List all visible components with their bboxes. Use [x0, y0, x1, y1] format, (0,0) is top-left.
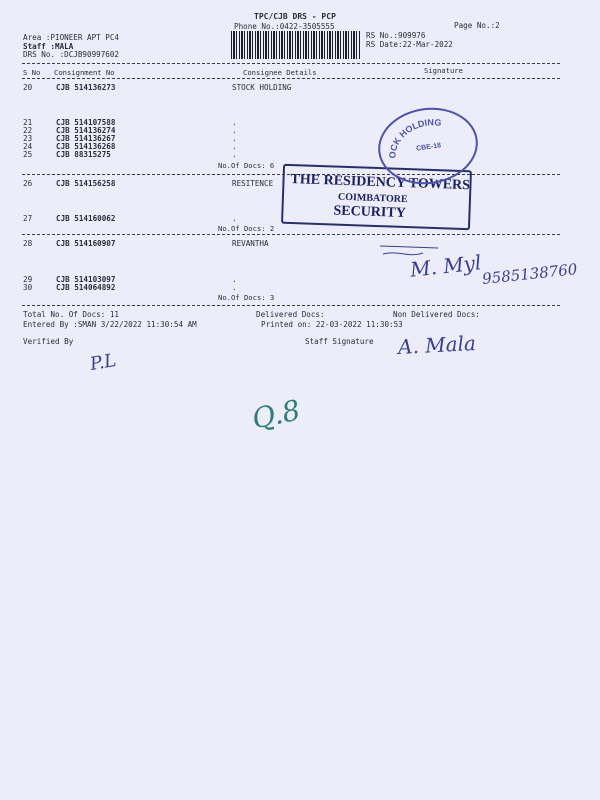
entered-by: Entered By :SMAN 3/22/2022 11:30:54 AM [23, 320, 197, 329]
column-header-sno: S No [23, 68, 41, 77]
group-doc-count: No.Of Docs: 3 [218, 293, 275, 302]
non-delivered-docs: Non Delivered Docs: [393, 310, 480, 319]
verified-by-label: Verified By [23, 337, 74, 346]
row-sno: 26 [23, 179, 33, 188]
row-consignee: . [232, 150, 237, 159]
row-consignment: CJB 514136268 [56, 142, 116, 151]
column-header-consignment: Consignment No [54, 68, 115, 77]
row-consignee: . [232, 275, 237, 284]
row-consignment: CJB 514136274 [56, 126, 116, 135]
row-consignment: CJB 514156258 [56, 179, 116, 188]
staff-signature-label: Staff Signature [305, 337, 374, 346]
row-consignee: . [232, 214, 237, 223]
row-consignment: CJB 514160907 [56, 239, 116, 248]
row-sno: 21 [23, 118, 33, 127]
barcode [231, 31, 361, 59]
row-consignment: CJB 514136273 [56, 83, 116, 92]
total-docs: Total No. Of Docs: 11 [23, 310, 120, 319]
row-consignee: . [232, 118, 237, 127]
row-consignment: CJB 514103097 [56, 275, 116, 284]
divider [22, 78, 560, 79]
round-stamp-center: CBE-18 [415, 142, 442, 153]
staff-label: Staff :MALA [23, 42, 74, 51]
receiver-phone-handwritten: 9585138760 [481, 260, 579, 288]
row-consignee: RESITENCE [232, 179, 274, 188]
stamp-line-1: THE RESIDENCY TOWERS [290, 171, 471, 194]
row-consignee: REVANTHA [232, 239, 269, 248]
row-consignee: STOCK HOLDING [232, 83, 292, 92]
row-sno: 24 [23, 142, 33, 151]
delivered-docs: Delivered Docs: [256, 310, 325, 319]
divider [22, 63, 560, 64]
group-doc-count: No.Of Docs: 6 [218, 161, 275, 170]
signature-scribble [378, 236, 468, 266]
svg-text:OCK HOLDING [382, 115, 446, 160]
row-sno: 25 [23, 150, 33, 159]
staff-signature-handwritten: A. Mala [397, 330, 477, 360]
row-sno: 28 [23, 239, 33, 248]
row-consignment: CJB 514136267 [56, 134, 116, 143]
row-sno: 29 [23, 275, 33, 284]
column-header-consignee: Consignee Details [243, 68, 317, 77]
printed-on: Printed on: 22-03-2022 11:30:53 [261, 320, 403, 329]
row-consignee: . [232, 142, 237, 151]
row-consignee: . [232, 126, 237, 135]
round-stamp-top-text: OCK HOLDING [387, 117, 442, 159]
document-title: TPC/CJB DRS - PCP [254, 12, 336, 21]
stamp-line-3: SECURITY [333, 203, 407, 222]
row-sno: 22 [23, 126, 33, 135]
stamp-line-2: COIMBATORE [337, 191, 408, 206]
verified-initials-handwritten: P.L [88, 349, 118, 376]
row-consignment: CJB 514107588 [56, 118, 116, 127]
row-consignee: . [232, 134, 237, 143]
rs-number: RS No.:909976 [366, 31, 426, 40]
row-sno: 20 [23, 83, 33, 92]
receiver-name-handwritten: M. Myl [408, 250, 483, 282]
drs-number: DRS No. :DCJB90997602 [23, 50, 120, 59]
page-number: Page No.:2 [454, 21, 500, 30]
row-consignment: CJB 514160062 [56, 214, 116, 223]
area-label: Area :PIONEER APT PC4 [23, 33, 120, 42]
row-consignment: CJB 88315275 [56, 150, 111, 159]
divider [22, 234, 560, 235]
row-consignment: CJB 514064892 [56, 283, 116, 292]
handwritten-note: Q.8 [249, 393, 304, 436]
column-header-signature: Signature [424, 66, 463, 75]
group-doc-count: No.Of Docs: 2 [218, 224, 275, 233]
row-consignee: . [232, 283, 237, 292]
rs-date: RS Date:22-Mar-2022 [366, 40, 453, 49]
row-sno: 23 [23, 134, 33, 143]
row-sno: 30 [23, 283, 33, 292]
phone-number: Phone No.:0422-3505555 [234, 22, 335, 31]
divider [22, 305, 560, 306]
row-sno: 27 [23, 214, 33, 223]
